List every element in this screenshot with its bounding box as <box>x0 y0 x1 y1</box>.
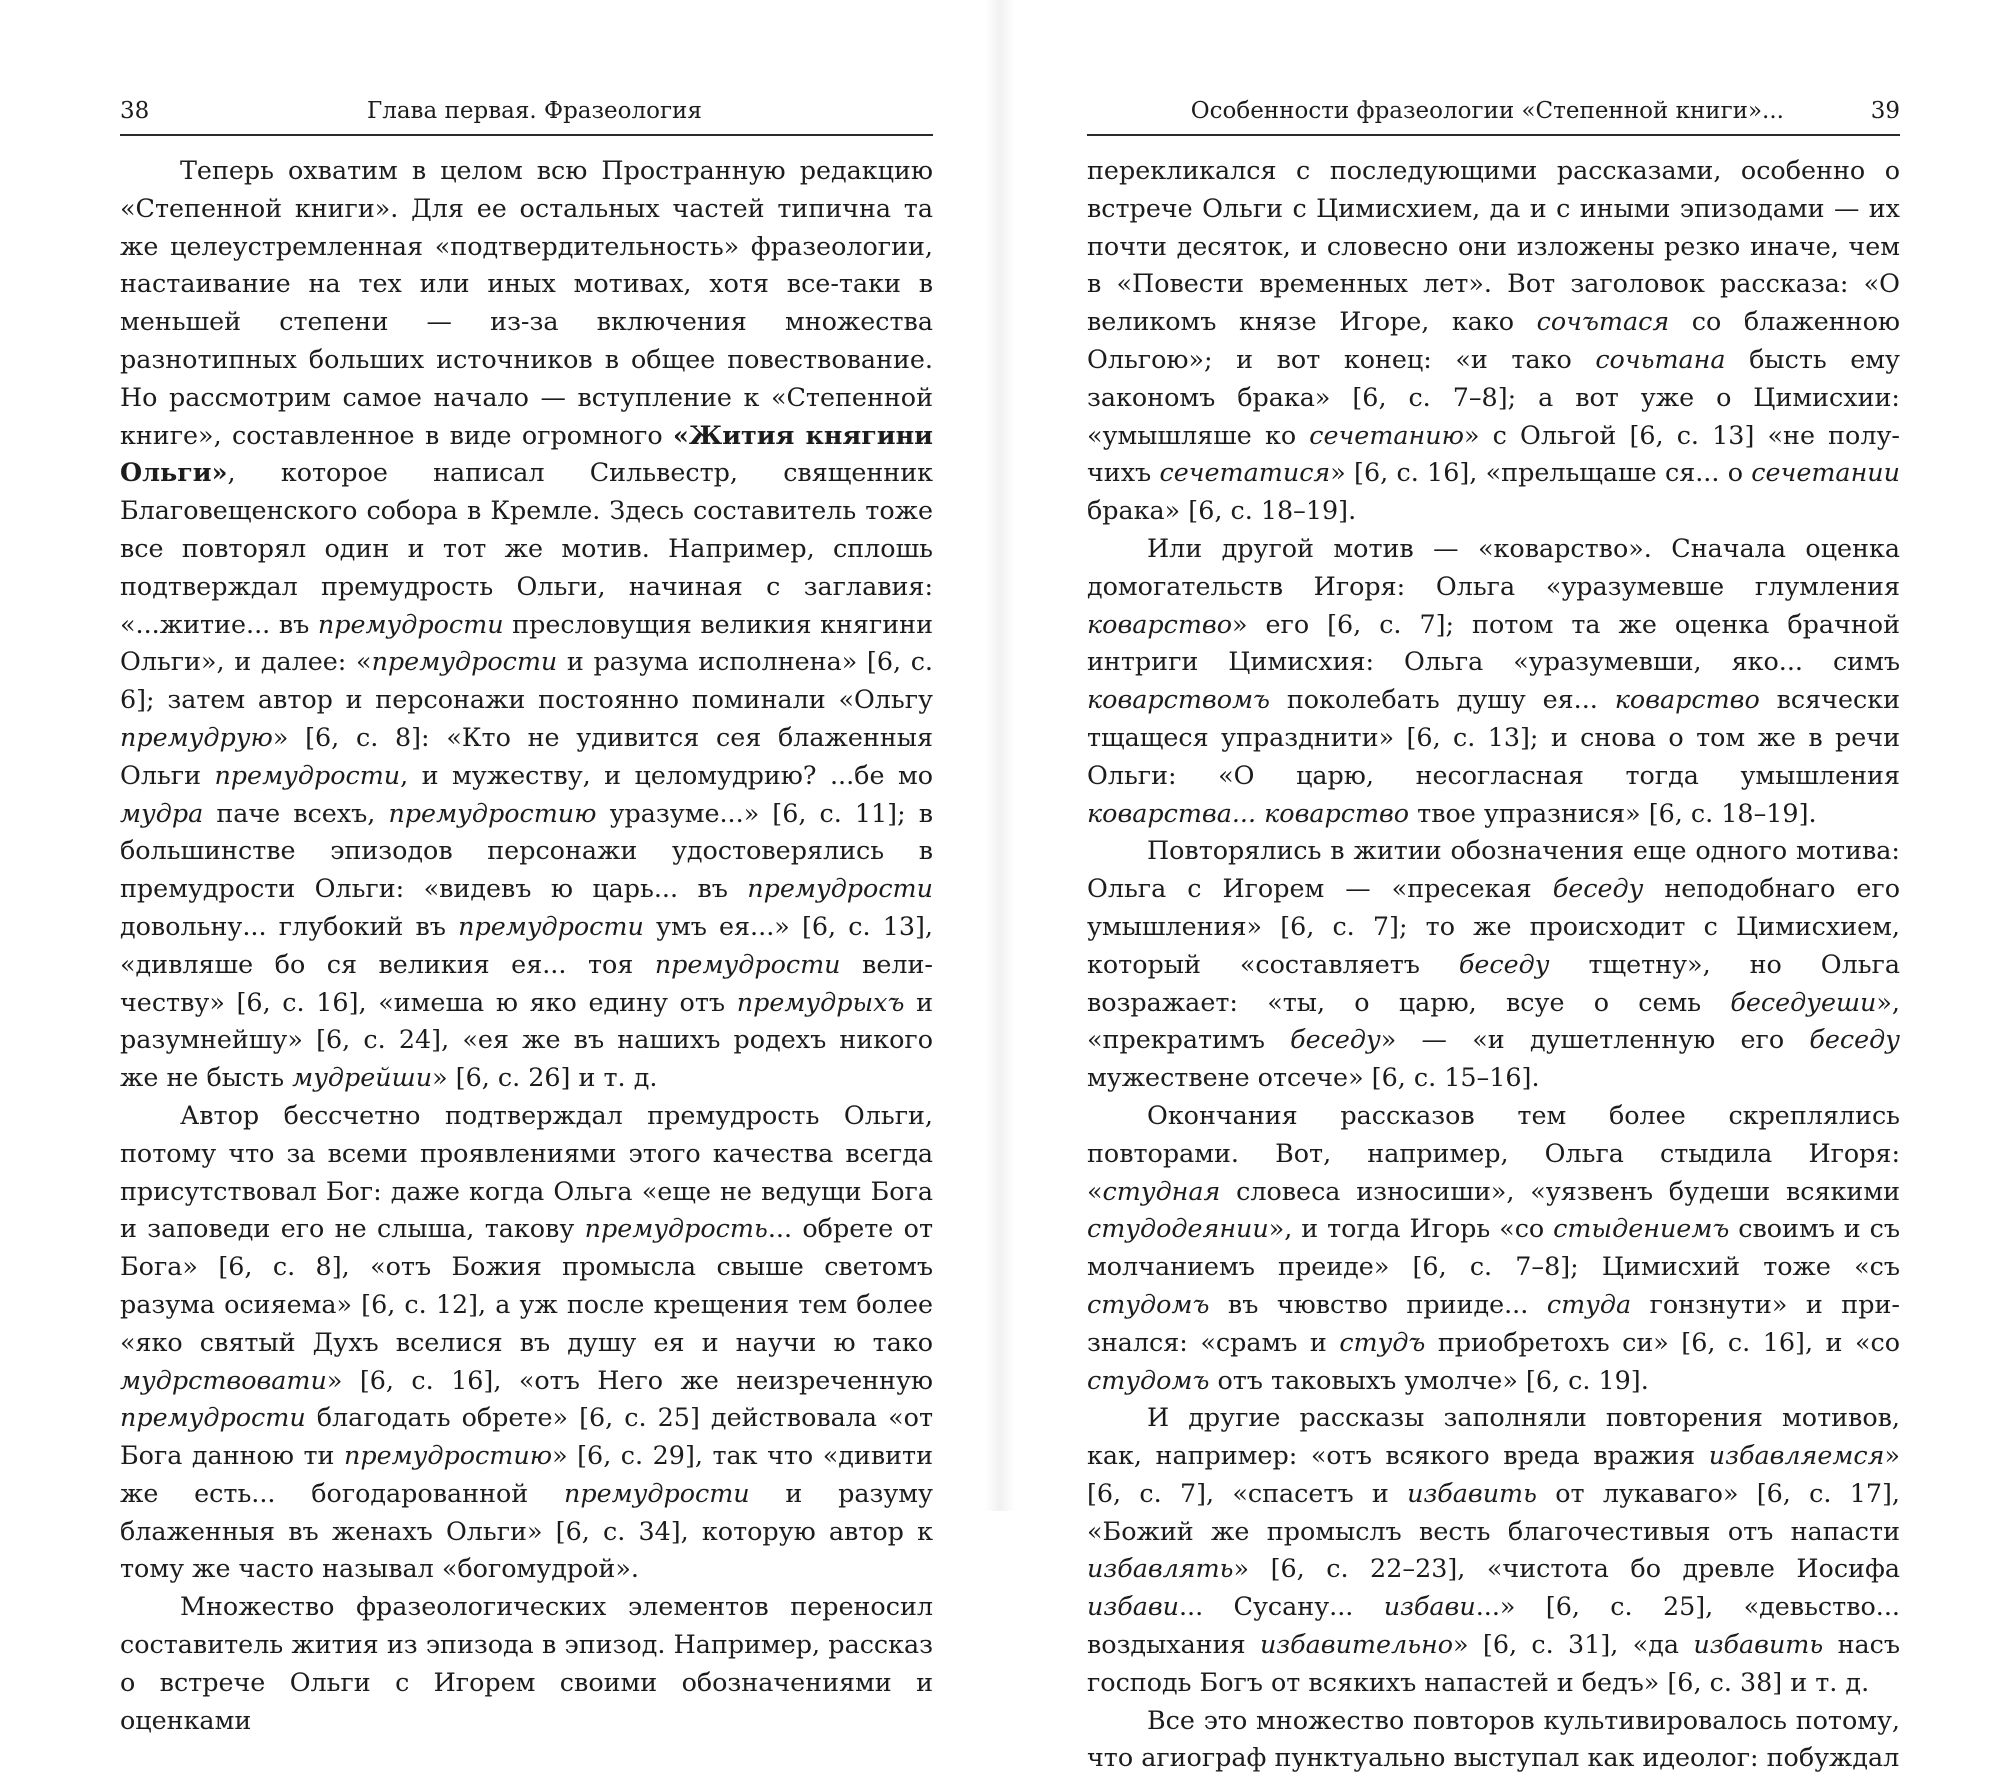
italic-text: премудрости <box>747 873 933 904</box>
paragraph <box>1087 1702 1900 1777</box>
right-page-header <box>1087 96 1900 136</box>
italic-text: избавляемся <box>1708 1440 1885 1471</box>
text-run: и разуму блаженныя въ женахъ Ольги» [6, с. 34], которую автор к тому же часто называл «богомудрой». <box>120 1477 933 1584</box>
italic-text: премудростию <box>344 1440 553 1471</box>
running-head: Глава первая. Фразеология <box>367 98 702 124</box>
italic-text: премудрости <box>371 646 558 677</box>
italic-text: беседу <box>1552 873 1644 904</box>
italic-text: сечетанию <box>1309 419 1464 450</box>
text-run: » [6, с. 7], «спасетъ и <box>1087 1440 1900 1508</box>
text-run: всячески тщащеся упразднити» [6, с. 13]; и снова о том же в речи Ольги: «О царю, несогласная тогда умышления <box>1087 684 1900 790</box>
italic-text: беседу <box>1290 1024 1381 1055</box>
text-run: бысть ему закономъ брака» [6, с. 7–8]; а вот уже о Цимисхии: «умышляше ко <box>1087 343 1900 450</box>
text-run: своимъ и съ молчаниемъ преиде» [6, с. 7–8]; Цимисхий тоже «съ <box>1087 1213 1901 1282</box>
text-run: », и тогда Игорь «со <box>1268 1213 1554 1244</box>
text-run: » [6, с. 8]: «Кто не удивится сея блаженныя Ольги <box>120 721 933 790</box>
italic-text: коварствомъ <box>1087 684 1270 715</box>
italic-text: избавлять <box>1087 1553 1234 1584</box>
text-run: тщетну», но Ольга возражает: «ты, о царю, всуе о семь <box>1087 948 1900 1017</box>
text-run: неподобнаго его умышления» [6, с. 7]; то же происходит с Цимисхием, который «составляетъ <box>1087 873 1900 979</box>
text-run: довольну... глубокий въ <box>120 910 459 941</box>
italic-text: премудрыхъ <box>736 986 905 1017</box>
text-run: Окончания рассказов тем более скреплялись повторами. Вот, например, Ольга стыдила Игоря: « <box>1087 1099 1900 1206</box>
text-run: пресловущия великия княгини Ольги», и далее: « <box>120 608 933 677</box>
italic-text: избавить <box>1693 1629 1824 1660</box>
text-run: ...» [6, с. 25], «девьство... воздыхания <box>1087 1591 1900 1660</box>
italic-text: беседу <box>1809 1024 1900 1055</box>
text-run: въ чювство прииде... <box>1209 1288 1547 1319</box>
text-run: » его [6, с. 7]; потом та же оценка брачной интриги Цимисхия: Ольга «уразумевши, яко... симъ <box>1087 608 1900 677</box>
text-run: Все это множество повторов культивировалось потому, что агиограф пунктуально выступал как идеолог: побуждал <box>1087 1704 1900 1773</box>
italic-text: беседу <box>1458 948 1550 979</box>
text-run: ... Сусану... <box>1178 1591 1384 1622</box>
text-run: » [6, с. 26] и т. д. <box>432 1062 658 1093</box>
page-number: 38 <box>120 98 150 124</box>
text-run: » — «и душетленную его <box>1380 1024 1810 1055</box>
text-run: , и мужеству, и целомудрию? ...бе мо <box>400 759 933 790</box>
paragraph <box>120 1588 933 1739</box>
italic-text: премудрую <box>120 721 273 752</box>
italic-text: сечетатися <box>1159 457 1331 488</box>
page-number: 39 <box>1870 98 1900 124</box>
text-run: » с Ольгой [6, с. 13] «не получихъ <box>1087 419 1900 488</box>
italic-text: коварство <box>1614 684 1760 715</box>
text-run: словеса износиши», «уязвенъ будеши всякими <box>1220 1175 1900 1206</box>
italic-text: сочътася <box>1536 306 1670 337</box>
text-run: величеству» [6, с. 16], «имеша ю яко едину отъ <box>120 948 933 1017</box>
text-run: » [6, с. 29], так что «дивити же есть... богодарованной <box>120 1440 934 1508</box>
paragraph <box>1087 1097 1900 1399</box>
text-run: » [6, с. 16], «прельщаше ся... о <box>1330 457 1752 488</box>
text-run: , которое написал Сильвестр, священник Благовещенского собора в Кремле. Здесь составитель тоже все повторял один и тот же мотив. Например, сплошь подтверждал премудрость Ольги, начиная с заглавия: «...житие... въ <box>120 457 933 639</box>
italic-text: премудрости <box>563 1477 750 1508</box>
italic-text: сочьтана <box>1595 343 1726 374</box>
right-page <box>1087 96 1900 1777</box>
italic-text: студъ <box>1339 1326 1426 1357</box>
text-run: уразуме...» [6, с. 11]; в большинстве эпизодов персонажи удостоверялись в премудрости Ольги: «видевъ ю царь... въ <box>120 797 934 904</box>
text-run: твое упразнися» [6, с. 18–19]. <box>1409 797 1817 828</box>
paragraph <box>1087 530 1900 832</box>
book-gutter <box>985 0 1015 1511</box>
text-run: паче всехъ, <box>203 797 389 828</box>
text-run: отъ таковыхъ умолче» [6, с. 19]. <box>1209 1364 1649 1395</box>
text-run: И другие рассказы заполняли повторения мотивов, как, например: «отъ всякого вреда вражия <box>1087 1402 1900 1471</box>
text-run: мужествене отсече» [6, с. 15–16]. <box>1087 1062 1540 1093</box>
italic-text: студа <box>1546 1288 1632 1319</box>
text-run: со блаженною Ольгою»; и вот конец: «и тако <box>1087 306 1900 374</box>
italic-text: премудрость <box>584 1213 768 1244</box>
italic-text: сечетании <box>1751 457 1900 488</box>
italic-text: избави <box>1383 1591 1476 1622</box>
italic-text: студомъ <box>1087 1364 1210 1395</box>
text-run: » [6, с. 22–23], «чистота бо древле Иосифа <box>1233 1553 1900 1584</box>
text-run: насъ господь Богъ от всякихъ напастей и бедъ» [6, с. 38] и т. д. <box>1087 1629 1901 1697</box>
italic-text: премудрости <box>458 910 644 941</box>
text-run: благодать обрете» [6, с. 25] действовала «от Бога данною ти <box>120 1402 933 1471</box>
text-run: Автор бессчетно подтверждал премудрость Ольги, потому что за всеми проявлениями этого качества всегда присутствовал Бог: даже когда Ольга «еще не ведущи Бога и заповеди его не слыша, такову <box>120 1099 933 1244</box>
text-run: Множество фразеологических элементов переносил составитель жития из эпизода в эпизод. Например, рассказ о встрече Ольги с Игорем своими обозначениями и оценками <box>120 1591 933 1735</box>
text-run: умъ ея...» [6, с. 13], «дивляше бо ся великия ея... тоя <box>120 910 933 979</box>
italic-text: студодеянии <box>1087 1213 1269 1244</box>
italic-text: мудра <box>120 797 204 828</box>
text-run: Повторялись в житии обозначения еще одного мотива: Ольга с Игорем — «пресекая <box>1087 835 1900 904</box>
italic-text: студная <box>1102 1175 1221 1206</box>
text-run: от лукаваго» [6, с. 17], «Божий же промыслъ весть благочестивыя отъ напасти <box>1087 1477 1900 1546</box>
italic-text: студомъ <box>1087 1288 1210 1319</box>
italic-text: коварства... коварство <box>1087 797 1410 828</box>
paragraph <box>120 1097 933 1588</box>
text-run: и разумнейшу» [6, с. 24], «ея же въ нашихъ родехъ никого же не бысть <box>120 986 933 1093</box>
left-page-header <box>120 96 933 136</box>
italic-text: премудрости <box>317 608 504 639</box>
paragraph <box>1087 832 1900 1097</box>
paragraph <box>1087 152 1900 530</box>
italic-text: избавительно <box>1259 1629 1454 1660</box>
italic-text: премудрости <box>120 1402 306 1433</box>
text-run: и разума исполнена» [6, с. 6]; затем автор и персонажи постоянно поминали «Ольгу <box>120 646 934 715</box>
running-head: Особенности фразеологии «Степенной книги»... <box>1190 98 1784 124</box>
text-run: » [6, с. 16], «отъ Него же неизреченную <box>326 1364 933 1395</box>
right-page-body <box>1087 152 1900 1777</box>
italic-text: избави <box>1087 1591 1179 1622</box>
italic-text: премудростию <box>388 797 597 828</box>
text-run: ... обрете от Бога» [6, с. 8], «отъ Божия промысла свыше светомъ разума осияема» [6, с. 12], а уж после крещения тем более «яко святый Духъ вселися въ душу ея и научи ю тако <box>120 1213 933 1357</box>
text-run: Или другой мотив — «коварство». Сначала оценка домогательств Игоря: Ольга «уразумевше глумления <box>1087 532 1900 601</box>
italic-text: мудрейши <box>292 1062 433 1093</box>
italic-text: беседуеши <box>1730 986 1877 1017</box>
paragraph <box>1087 1399 1900 1701</box>
bold-text: «Жития княгини Ольги» <box>120 419 934 488</box>
italic-text: стыдениемъ <box>1553 1213 1730 1244</box>
paragraph <box>120 152 933 1097</box>
text-run: », «прекратимъ <box>1087 986 1900 1055</box>
italic-text: избавить <box>1407 1477 1537 1508</box>
text-run: приобретохъ си» [6, с. 16], и «со <box>1425 1326 1900 1357</box>
text-run: поколебать душу ея... <box>1269 684 1615 715</box>
left-page <box>120 96 933 1739</box>
text-run: перекликался с последующими рассказами, особенно о встрече Ольги с Цимисхием, да и с иными эпизодами — их почти десяток, и словесно они изложены резко иначе, чем в «Повести временных лет». Вот заголовок рассказа: «О великомъ князе Игоре, како <box>1087 155 1900 337</box>
text-run: » [6, с. 31], «да <box>1453 1629 1694 1660</box>
text-run: брака» [6, с. 18–19]. <box>1087 495 1357 526</box>
text-run: гонзнути» и признался: «срамъ и <box>1087 1288 1900 1357</box>
italic-text: коварство <box>1087 608 1232 639</box>
italic-text: премудрости <box>214 759 401 790</box>
text-run: Теперь охватим в целом всю Пространную редакцию «Степенной книги». Для ее остальных частей типична та же целеустремленная «подтвердительность» фразеологии, настаивание на тех или иных мотивах, хотя все-таки в меньшей степени — из-за включения множества разнотипных больших источников в общее повествование. Но рассмотрим самое начало — вступление к «Степенной книге», составленное в виде огромного <box>120 155 933 450</box>
italic-text: мудрствовати <box>120 1364 327 1395</box>
italic-text: премудрости <box>654 948 841 979</box>
left-page-body <box>120 152 933 1739</box>
